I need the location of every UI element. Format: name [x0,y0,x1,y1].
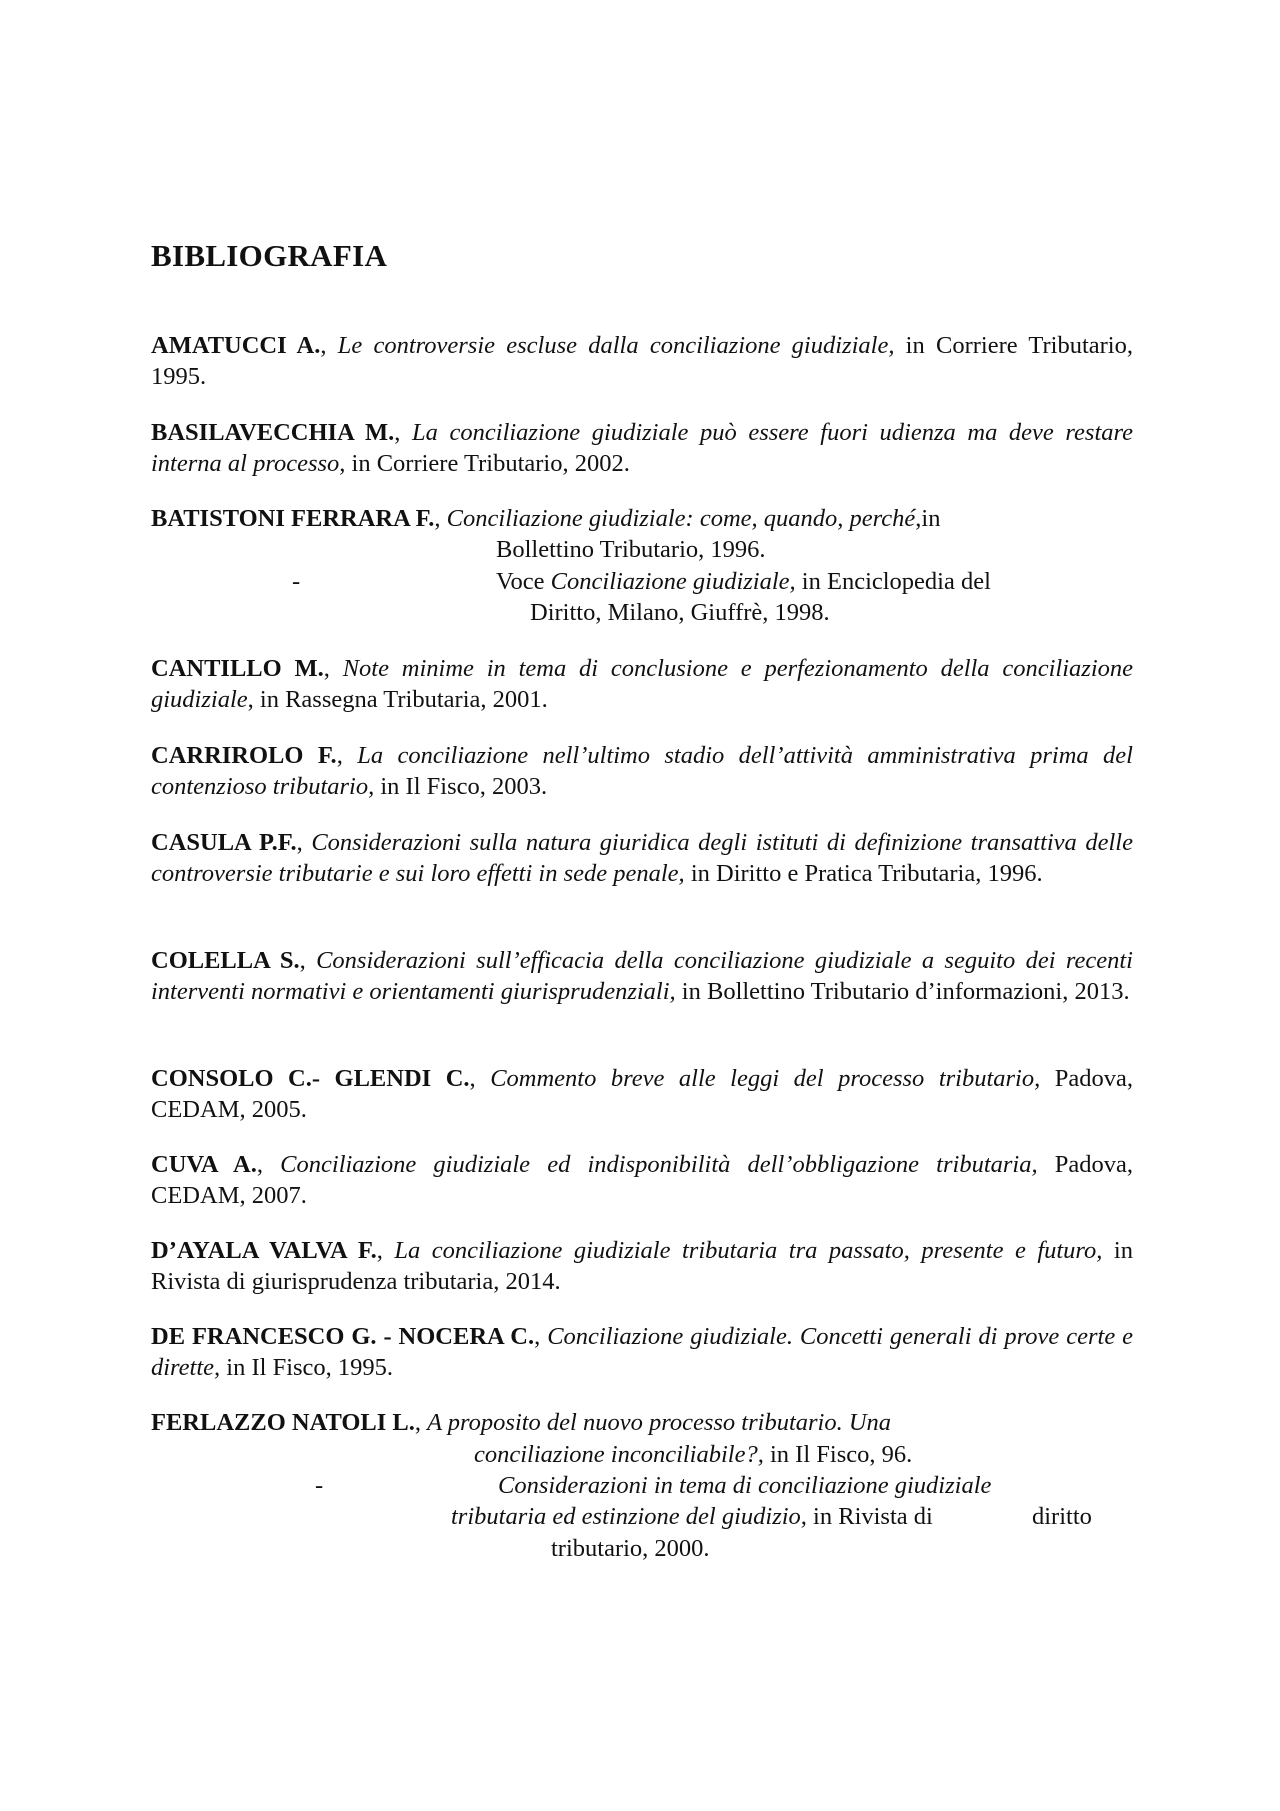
entry-source: in Corriere Tributario, 1995. [151,332,1133,390]
entry-work: La conciliazione nell’ultimo stadio dell’attività amministrativa prima del contenzioso tributario, [151,742,1133,800]
page-title: BIBLIOGRAFIA [151,238,388,273]
bibliography-entry: CUVA A., Conciliazione giudiziale ed indisponibilità dell’obbligazione tributaria, Padova, CEDAM, 2007. [151,1151,1134,1209]
entry-source: in Bollettino Tributario d’informazioni, 2013. [675,977,1130,1005]
bibliography-entry: D’AYALA VALVA F., La conciliazione giudiziale tributaria tra passato, presente e futuro, in Rivista di giurisprudenza tributaria, 2014. [151,1237,1133,1295]
entry-source: in Rivista di [806,1503,933,1530]
entry-work: La conciliazione giudiziale tributaria tra passato, presente e futuro, [394,1237,1103,1264]
entry-source: in Rivista di giurisprudenza tributaria, 2014. [151,1237,1133,1295]
entry-work: Considerazioni sulla natura giuridica degli istituti di definizione transattiva delle controversie tributarie e sui loro effetti in sede penale, [151,829,1133,887]
bibliography-entry: CANTILLO M., Note minime in tema di conclusione e perfezionamento della conciliazione giudiziale, in Rassegna Tributaria, 2001. [151,655,1134,713]
entry-author: CANTILLO M. [151,655,324,682]
entry-work: Considerazioni in tema di conciliazione giudiziale [498,1472,992,1499]
entry-work: La conciliazione giudiziale può essere fuori udienza ma deve restare interna al processo, [151,419,1133,477]
document-page: BIBLIOGRAFIA AMATUCCI A., Le controversie escluse dalla conciliazione giudiziale, in Corriere Tributario, 1995. BASILAVECCHIA M., La conciliazione giudiziale può essere fuori udienza ma deve restare interna al processo, in Corriere Tributario, 2002. BATISTONI FERRARA F., Conciliazione giudiziale: come, quando, perché,in Bollettino Tributario, 1996. - Voce Conciliazione giudiziale, in Enciclopedia del Diritto, Milano, Giuffrè, 1998. CANTILLO M., Note minime in tema di conclusione e perfezionamento della conciliazione giudiziale, in Rassegna Tributaria, 2001. CARRIROLO F., La conciliazione nell’ultimo stadio dell’attività amministrativa prima del contenzioso tributario, in Il Fisco, 2003. CASULA P.F., Considerazioni sulla natura giuridica degli istituti di definizione transattiva delle controversie tributarie e sui loro effetti in sede penale, in Diritto e Pratica Tributaria, 1996. COLELLA S., Considerazioni sull’efficacia della conciliazione giudiziale a seguito dei recenti interventi normativi e orientamenti giurisprudenziali, in Bollettino Tributario d’informazioni, 2013. CONSOLO C.- GLENDI C., Commento breve alle leggi del processo tributario, Padova, CEDAM, 2005. CUVA A., Conciliazione giudiziale ed indisponibilità dell’obbligazione tributaria, Padova, CEDAM, 2007. D’AYALA VALVA F., La conciliazione giudiziale tributaria tra passato, presente e futuro, in Rivista di giurisprudenza tributaria, 2014. DE FRANCESCO G. - NOCERA C., Conciliazione giudiziale. Concetti generali di prove certe e dirette, in Il Fisco, 1995. FERLAZZO NATOLI L., A proposito del nuovo processo tributario. Una conciliazione inconciliabile?, in Il Fisco, 96. - Considerazioni in tema di conciliazione giudiziale tributaria ed estinzione del giudizio, in Rivista di diritto tributario, 2000. [0,0,1280,1811]
entry-source: , in Rassegna Tributaria, 2001. [247,685,548,713]
entry-author: COLELLA S. [151,947,300,974]
bibliography-entry: DE FRANCESCO G. - NOCERA C., Conciliazione giudiziale. Concetti generali di prove certe e dirette, in Il Fisco, 1995. [151,1323,1133,1381]
entry-source: in Diritto e Pratica Tributaria, 1996. [684,859,1043,887]
entry-source: in Il Fisco, 1995. [220,1353,394,1381]
repeat-author-dash: - [292,568,301,595]
entry-work: Commento breve alle leggi del processo tributario, [490,1065,1041,1092]
bibliography-entry: AMATUCCI A., Le controversie escluse dalla conciliazione giudiziale, in Corriere Tributario, 1995. [151,332,1133,390]
entry-source: in Corriere Tributario, 2002. [345,449,630,477]
entry-work: Considerazioni sull’efficacia della conciliazione giudiziale a seguito dei recenti interventi normativi e orientamenti giurisprudenziali, [151,947,1133,1005]
entry-author: D’AYALA VALVA F. [151,1237,377,1264]
entry-author: FERLAZZO NATOLI L. [151,1409,415,1436]
entry-work: Conciliazione giudiziale, [550,568,796,595]
entry-author: BATISTONI FERRARA F. [151,505,435,532]
entry-source: in Il Fisco, 2003. [374,772,548,800]
entry-work: conciliazione inconciliabile?, [474,1441,764,1468]
entry-work: A proposito del nuovo processo tributario. Una [427,1409,892,1436]
entry-author: DE FRANCESCO G. - NOCERA C. [151,1323,535,1350]
entry-source: Diritto, Milano, Giuffrè, 1998. [530,599,830,626]
repeat-author-dash: - [315,1472,324,1499]
entry-work: Le controversie escluse dalla conciliazione giudiziale, [337,332,895,359]
entry-author: AMATUCCI A. [151,332,321,359]
entry-source: in Il Fisco, 96. [763,1441,913,1468]
bibliography-entry: BASILAVECCHIA M., La conciliazione giudiziale può essere fuori udienza ma deve restare interna al processo, in Corriere Tributario, 2002. [151,419,1133,477]
entry-work: Conciliazione giudiziale: come, quando, perché [446,505,916,532]
entry-work: tributaria ed estinzione del giudizio, [451,1503,807,1530]
entry-source: tributario, 2000. [551,1535,710,1562]
entry-author: CUVA A. [151,1151,257,1178]
entry-author: CONSOLO C.- GLENDI C. [151,1065,470,1092]
bibliography-entry: CONSOLO C.- GLENDI C., Commento breve alle leggi del processo tributario, Padova, CEDAM, 2005. [151,1065,1134,1123]
entry-source: Padova, CEDAM, 2005. [151,1065,1134,1123]
entry-source: diritto [1032,1503,1092,1530]
entry-work: Note minime in tema di conclusione e perfezionamento della conciliazione giudiziale [151,655,1134,713]
entry-author: BASILAVECCHIA M. [151,419,395,446]
entry-author: CASULA P.F. [151,829,297,856]
bibliography-entry: COLELLA S., Considerazioni sull’efficacia della conciliazione giudiziale a seguito dei recenti interventi normativi e orientamenti giurisprudenziali, in Bollettino Tributario d’informazioni, 2013. [151,947,1133,1005]
entry-work: Conciliazione giudiziale. Concetti generali di prove certe e dirette, [151,1323,1133,1381]
entry-work: Conciliazione giudiziale ed indisponibilità dell’obbligazione tributaria, [280,1151,1038,1178]
entry-author: CARRIROLO F. [151,742,337,769]
bibliography-entry: CASULA P.F., Considerazioni sulla natura giuridica degli istituti di definizione transattiva delle controversie tributarie e sui loro effetti in sede penale, in Diritto e Pratica Tributaria, 1996. [151,829,1133,887]
bibliography-entry: CARRIROLO F., La conciliazione nell’ultimo stadio dell’attività amministrativa prima del contenzioso tributario, in Il Fisco, 2003. [151,742,1133,800]
entry-source: Bollettino Tributario, 1996. [496,536,766,563]
entry-source: Padova, CEDAM, 2007. [151,1151,1134,1209]
